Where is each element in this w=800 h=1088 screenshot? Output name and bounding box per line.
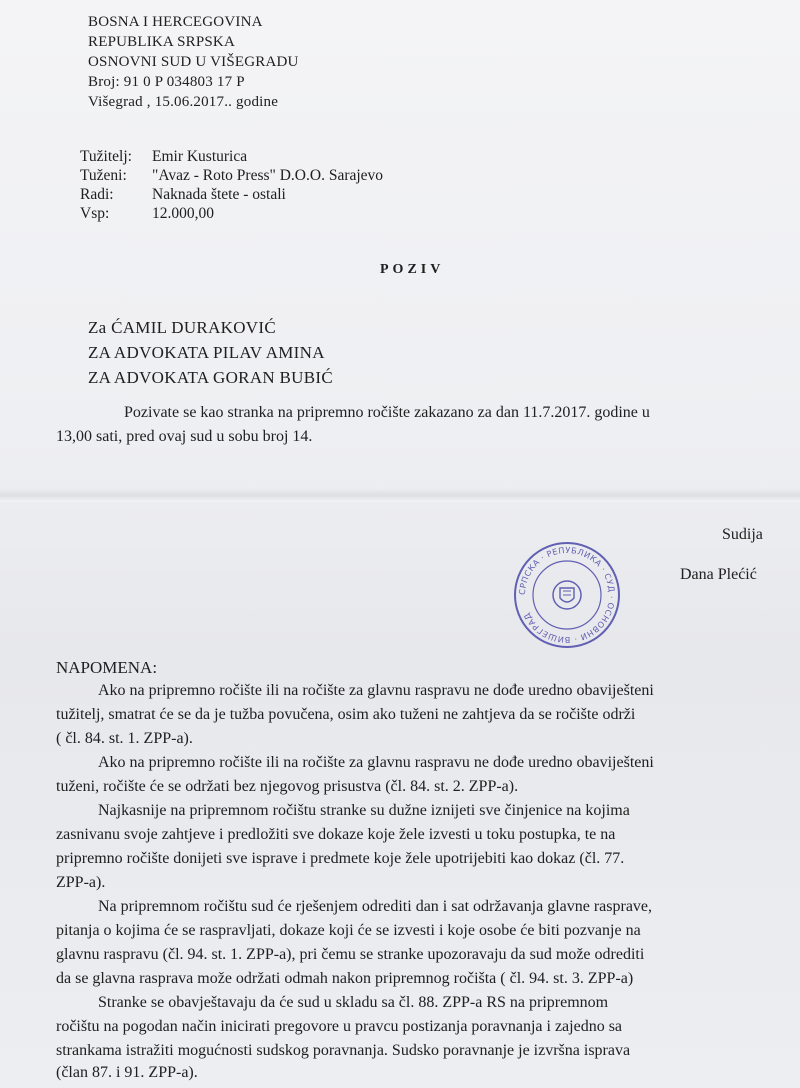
document-title: POZIV — [380, 262, 445, 277]
note-line-5: tuženi, ročište će se održati bez njegovog prisustva (čl. 84. st. 2. ZPP-a). — [56, 778, 519, 795]
recipient-2: ZA ADVOKATA PILAV AMINA — [88, 343, 325, 362]
signature-role: Sudija — [722, 526, 763, 543]
note-heading: NAPOMENA: — [56, 658, 158, 677]
header-court: OSNOVNI SUD U VIŠEGRADU — [88, 54, 299, 70]
party-value-amount: 12.000,00 — [152, 205, 214, 222]
party-label-value: Vsp: — [80, 205, 110, 222]
header-date: Višegrad , 15.06.2017.. godine — [88, 94, 279, 110]
court-seal-stamp — [512, 540, 622, 650]
paper-fold — [0, 488, 800, 502]
header-country: BOSNA I HERCEGOVINA — [88, 14, 263, 30]
signature-name: Dana Plećić — [680, 566, 757, 583]
invitation-line-1: Pozivate se kao stranka na pripremno ročište zakazano za dan 11.7.2017. godine u — [124, 404, 650, 421]
note-line-17: (član 87. i 91. ZPP-a). — [56, 1064, 198, 1081]
note-line-1: Ako na pripremno ročište ili na ročište za glavnu raspravu ne dođe uredno obaviješteni — [98, 682, 654, 699]
party-value-plaintiff: Emir Kusturica — [152, 148, 248, 165]
party-value-defendant: "Avaz - Roto Press" D.O.O. Sarajevo — [152, 167, 384, 184]
note-line-9: ZPP-a). — [56, 874, 106, 891]
note-line-14: Stranke se obavještavaju da će sud u skladu sa čl. 88. ZPP-a RS na pripremnom — [98, 994, 609, 1011]
note-line-16: strankama istražiti mogućnosti sudskog poravnanja. Sudsko poravnanje je izvršna isprava — [56, 1042, 631, 1059]
note-line-4: Ako na pripremno ročište ili na ročište za glavnu raspravu ne dođe uredno obaviješteni — [98, 754, 654, 771]
note-line-3: ( čl. 84. st. 1. ZPP-a). — [56, 730, 193, 747]
party-label-plaintiff: Tužitelj: — [80, 148, 132, 165]
party-label-defendant: Tuženi: — [80, 167, 127, 184]
header-case-number: Broj: 91 0 P 034803 17 P — [88, 74, 245, 90]
party-label-subject: Radi: — [80, 186, 114, 203]
note-line-12: glavnu raspravu (čl. 94. st. 1. ZPP-a), pri čemu se stranke upozoravaju da sud može odrediti — [56, 946, 645, 963]
recipient-1: Za ĆAMIL DURAKOVIĆ — [88, 318, 276, 337]
note-line-15: ročištu na pogodan način inicirati pregovore u pravcu postizanja poravnanja i zajedno sa — [56, 1018, 623, 1035]
note-line-10: Na pripremnom ročištu sud će rješenjem odrediti dan i sat održavanja glavne rasprave, — [98, 898, 653, 915]
note-line-11: pitanja o kojima će se raspravljati, dokaze koji će se izvesti i koje osobe će biti pozvanje na — [56, 922, 641, 939]
header-republic: REPUBLIKA SRPSKA — [88, 34, 235, 50]
invitation-line-2: 13,00 sati, pred ovaj sud u sobu broj 14. — [56, 428, 313, 445]
note-line-8: pripremno ročište donijeti sve isprave i predmete koje žele upotrijebiti kao dokaz (čl. 77. — [56, 850, 625, 867]
note-line-6: Najkasnije na pripremnom ročištu stranke su dužne iznijeti sve činjenice na kojima — [98, 802, 630, 819]
note-line-13: da se glavna rasprava može održati odmah nakon pripremnog ročišta ( čl. 94. st. 3. ZPP-a) — [56, 970, 634, 987]
party-value-subject: Naknada štete - ostali — [152, 186, 286, 203]
seal-text: СРПСКА · РЕПУБЛИКА · СУД · ОСНОВНИ · ВИШЕГРАД — [516, 544, 618, 646]
recipient-3: ZA ADVOKATA GORAN BUBIĆ — [88, 368, 333, 387]
note-line-7: zasnivanu svoje zahtjeve i predložiti sve dokaze koje žele izvesti u toku postupka, te na — [56, 826, 616, 843]
note-line-2: tužitelj, smatrat će se da je tužba povučena, osim ako tuženi ne zahtjeva da se ročište održi — [56, 706, 636, 723]
